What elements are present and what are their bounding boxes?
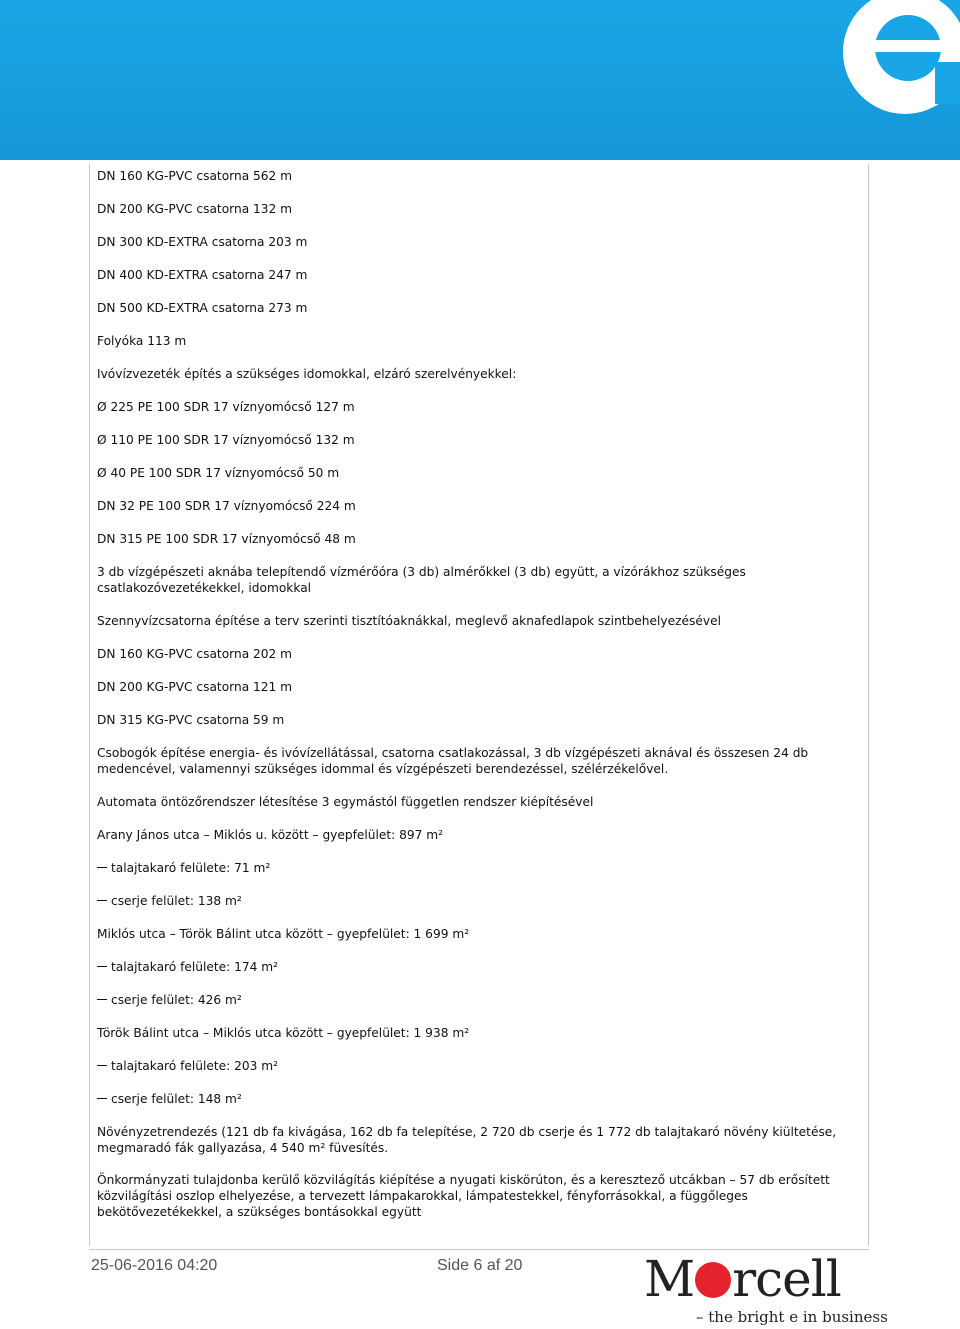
dash-icon [97,999,107,1000]
list-item: DN 160 KG-PVC csatorna 202 m [97,647,293,661]
list-item: Növényzetrendezés (121 db fa kivágása, 162 db fa telepítése, 2 720 db cserje és 1 772 db talajtakaró növény kiültetése, megmaradó fák gallyazása, 4 540 m² füvesítés. [97,1125,837,1155]
list-item-text: cserje felület: 138 m² [111,894,242,908]
list-item-text: talajtakaró felülete: 71 m² [111,861,271,875]
list-item: Ø 225 PE 100 SDR 17 víznyomócső 127 m [97,400,355,414]
dash-icon [97,1065,107,1066]
list-item-text: cserje felület: 148 m² [111,1092,242,1106]
company-logo-icon [0,0,960,160]
list-item: 3 db vízgépészeti aknába telepítendő vízmérőóra (3 db) almérőkkel (3 db) együtt, a vízórákhoz szükséges csatlakozóvezetékekkel, idomokkal [97,565,746,595]
list-item: Folyóka 113 m [97,334,187,348]
dash-icon [97,1098,107,1099]
list-item [97,992,867,1008]
list-item [97,1091,867,1107]
list-item: DN 315 PE 100 SDR 17 víznyomócső 48 m [97,532,356,546]
dash-icon [97,900,107,901]
brand-wordmark [644,1250,841,1308]
list-item: DN 200 KG-PVC csatorna 121 m [97,680,293,694]
list-item: DN 400 KD-EXTRA csatorna 247 m [97,268,308,282]
list-item [97,959,867,975]
list-item: Automata öntözőrendszer létesítése 3 egymástól független rendszer kiépítésével [97,795,594,809]
list-item: Arany János utca – Miklós u. között – gyepfelület: 897 m² [97,828,444,842]
brand-logo [644,1250,888,1329]
list-item: Török Bálint utca – Miklós utca között – gyepfelület: 1 938 m² [97,1026,470,1040]
list-item: Önkormányzati tulajdonba kerülő közvilágítás kiépítése a nyugati kiskörúton, és a keresztező utcákban – 57 db erősített közvilágítási oszlop elhelyezése, a tervezett lámpakarokkal, lámpatestekkel, fényforrásokkal, a függőleges bekötővezetékekkel, a szükséges bontásokkal együtt [97,1173,830,1219]
list-item: DN 300 KD-EXTRA csatorna 203 m [97,235,308,249]
list-item: Miklós utca – Török Bálint utca között – gyepfelület: 1 699 m² [97,927,470,941]
list-item: DN 32 PE 100 SDR 17 víznyomócső 224 m [97,499,356,513]
list-item: DN 160 KG-PVC csatorna 562 m [97,169,293,183]
footer-date: 25-06-2016 04:20 [91,1257,218,1274]
list-item-text: talajtakaró felülete: 174 m² [111,960,279,974]
list-item: Ø 110 PE 100 SDR 17 víznyomócső 132 m [97,433,355,447]
list-item-text: cserje felület: 426 m² [111,993,242,1007]
brand-e-icon [695,1262,731,1298]
list-item [97,1058,867,1074]
list-item [97,860,867,876]
list-item: DN 200 KG-PVC csatorna 132 m [97,202,293,216]
list-item: Szennyvízcsatorna építése a terv szerinti tisztítóaknákkal, meglevő aknafedlapok szintbehelyezésével [97,614,721,628]
list-item: DN 315 KG-PVC csatorna 59 m [97,713,285,727]
brand-name-end: rcell [732,1250,841,1308]
brand-name-start: M [644,1250,695,1308]
list-item-text: talajtakaró felülete: 203 m² [111,1059,279,1073]
content-frame [89,164,869,1246]
list-item: Ø 40 PE 100 SDR 17 víznyomócső 50 m [97,466,340,480]
list-item [97,893,867,909]
header-banner [0,0,960,160]
list-item: Csobogók építése energia- és ivóvízellátással, csatorna csatlakozással, 3 db vízgépészeti aknával és összesen 24 db medencével, valamennyi szükséges idommal és vízgépészeti berendezéssel, szélérzékelővel. [97,746,809,776]
brand-tagline: – the bright e in business [696,1308,888,1326]
list-item: DN 500 KD-EXTRA csatorna 273 m [97,301,308,315]
list-item: Ivóvízvezeték építés a szükséges idomokkal, elzáró szerelvényekkel: [97,367,517,381]
page-indicator: Side 6 af 20 [437,1257,523,1274]
dash-icon [97,966,107,967]
dash-icon [97,867,107,868]
